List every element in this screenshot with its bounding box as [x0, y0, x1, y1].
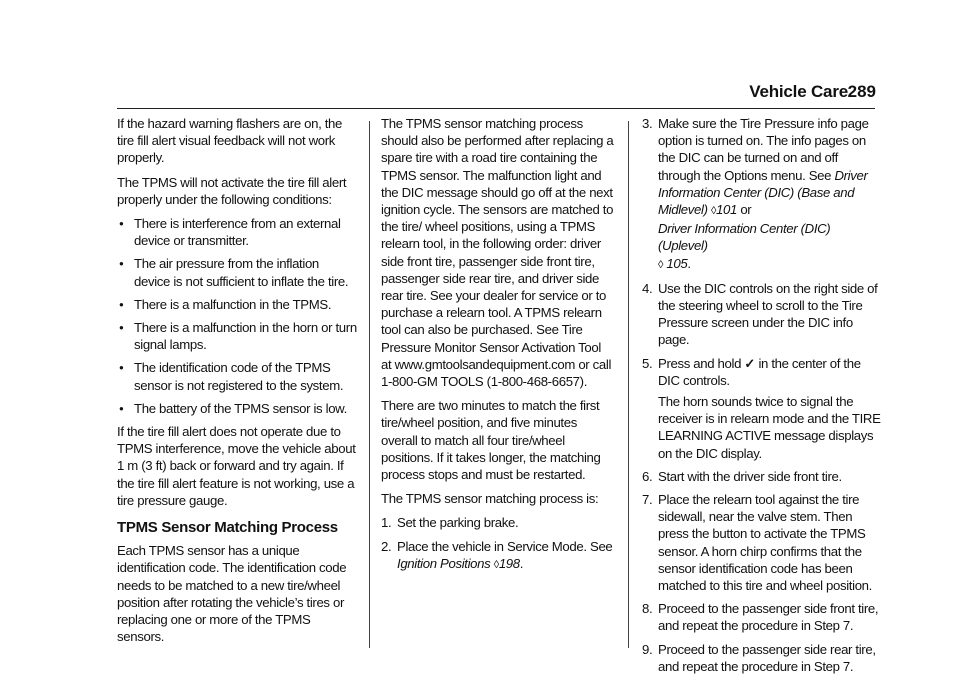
step-number: 5. — [642, 355, 653, 371]
page-header — [0, 79, 960, 107]
dic-uplevel-link[interactable]: Driver Information Center (DIC) (Uplevel) — [658, 221, 831, 254]
page-ref[interactable]: 105 — [666, 255, 688, 271]
step-5-note: The horn sounds twice to signal the receiver is in relearn mode and the TIRE LEARNING ACTIVE message displays on the DIC display. — [658, 394, 881, 461]
conjunction: or — [740, 202, 752, 218]
step-number: 2. — [381, 538, 392, 554]
page-ref-icon: ◊ — [493, 558, 499, 571]
conditions-list — [117, 215, 357, 417]
paragraph: The TPMS sensor matching process should also be performed after replacing a spare tire with a road tire containing the TPMS sensor. The malfunction light and the DIC message should go off at the next ignition cycle. The sensors are matched to the tire/ wheel positions, using a TPMS relearn tool, in the following order: driver side front tire, passenger side front tire, passenger side rear tire, and driver side rear tire. See your dealer for service or to purchase a relearn tool. A TPMS relearn tool can also be purchased. See Tire Pressure Monitor Sensor Activation Tool at www.gmtoolsandequipment.com or call 1-800-GM TOOLS (1-800-468-6657). — [381, 116, 614, 390]
step-number: 3. — [642, 116, 653, 131]
step-number: 9. — [642, 641, 653, 657]
list-item: ● The air pressure from the inflation device is not sufficient to inflate the tire. — [117, 255, 357, 289]
list-item: ● The identification code of the TPMS sensor is not registered to the system. — [117, 359, 357, 393]
step-number: 7. — [642, 492, 653, 508]
dic-base-link[interactable]: Driver Information Center (DIC) (Base and Midlevel) — [658, 167, 868, 218]
list-item: ● There is a malfunction in the TPMS. — [117, 296, 357, 313]
column-2 — [381, 115, 614, 580]
paragraph: Each TPMS sensor has a unique identification code. The identification code needs to be matched to a new tire/wheel position after rotating the vehicle’s tires or replacing one or more of the TPMS sensors. — [117, 543, 347, 645]
step-text: in the center of the DIC controls. — [658, 355, 861, 388]
step-number: 1. — [381, 515, 392, 531]
page-ref[interactable]: 198 — [498, 555, 520, 571]
step-5 — [642, 355, 882, 389]
list-item: ● There is interference from an external device or transmitter. — [117, 215, 357, 249]
step-text: Proceed to the passenger side rear tire, and repeat the procedure in Step 7. — [658, 641, 876, 674]
paragraph: The TPMS sensor matching process is: — [381, 491, 599, 507]
paragraph: The TPMS will not activate the tire fill alert properly under the following conditions: — [117, 174, 347, 207]
step-text: Use the DIC controls on the right side of the steering wheel to scroll to the Tire Pressure screen under the DIC info page. — [658, 280, 878, 348]
step-8 — [642, 600, 882, 634]
step-text: Proceed to the passenger side front tire, and repeat the procedure in Step 7. — [658, 601, 879, 634]
list-item: ● The battery of the TPMS sensor is low. — [117, 400, 357, 417]
step-text: Place the vehicle in Service Mode. See — [397, 538, 613, 554]
punctuation: . — [687, 255, 691, 271]
step-2 — [381, 538, 614, 574]
page-ref-icon: ◊ — [710, 205, 717, 218]
ignition-positions-link[interactable]: Ignition Positions — [397, 555, 491, 571]
step-7 — [642, 491, 882, 594]
step-text: Set the parking brake. — [397, 515, 519, 531]
page-number: 289 — [847, 82, 876, 101]
step-6 — [642, 468, 882, 485]
column-1 — [117, 115, 357, 652]
step-text: Make sure the Tire Pressure info page option is turned on. The info pages on the DIC can be turned on and off through the Options menu. See — [658, 116, 869, 183]
list-item: ● There is a malfunction in the horn or turn signal lamps. — [117, 319, 357, 353]
step-3 — [642, 115, 882, 274]
section-title: Vehicle Care — [749, 82, 848, 101]
step-1 — [381, 514, 614, 531]
step-text: Start with the driver side front tire. — [658, 468, 842, 484]
header-rule — [117, 108, 875, 109]
checkmark-icon: ✓ — [744, 355, 756, 371]
paragraph: There are two minutes to match the first tire/wheel position, and five minutes overall to match all four tire/wheel positions. If it takes longer, the matching process stops and must be restarted. — [381, 398, 601, 483]
step-4 — [642, 280, 882, 349]
page-ref[interactable]: 101 — [716, 202, 737, 218]
step-number: 8. — [642, 601, 653, 617]
page-ref-icon: ◊ — [658, 258, 664, 271]
column-divider-1 — [369, 121, 370, 648]
paragraph: If the tire fill alert does not operate due to TPMS interference, move the vehicle about 1 m (3 ft) back or forward and try again. If the tire fill alert feature is not working, use a tire pressure gauge. — [117, 424, 356, 508]
section-heading: TPMS Sensor Matching Process — [117, 519, 338, 537]
column-divider-2 — [628, 121, 629, 648]
punctuation: . — [519, 555, 524, 571]
step-9 — [642, 641, 882, 675]
paragraph: If the hazard warning flashers are on, the tire fill alert visual feedback will not work properly. — [117, 116, 343, 166]
column-3 — [642, 115, 882, 681]
step-number: 4. — [642, 280, 653, 296]
step-text: Place the relearn tool against the tire sidewall, near the valve stem. Then press the button to activate the TPMS sensor. A horn chirp confirms that the sensor identification code has been matched to this tire and wheel position. — [658, 492, 872, 594]
step-number: 6. — [642, 468, 653, 484]
step-text: Press and hold — [658, 355, 742, 371]
